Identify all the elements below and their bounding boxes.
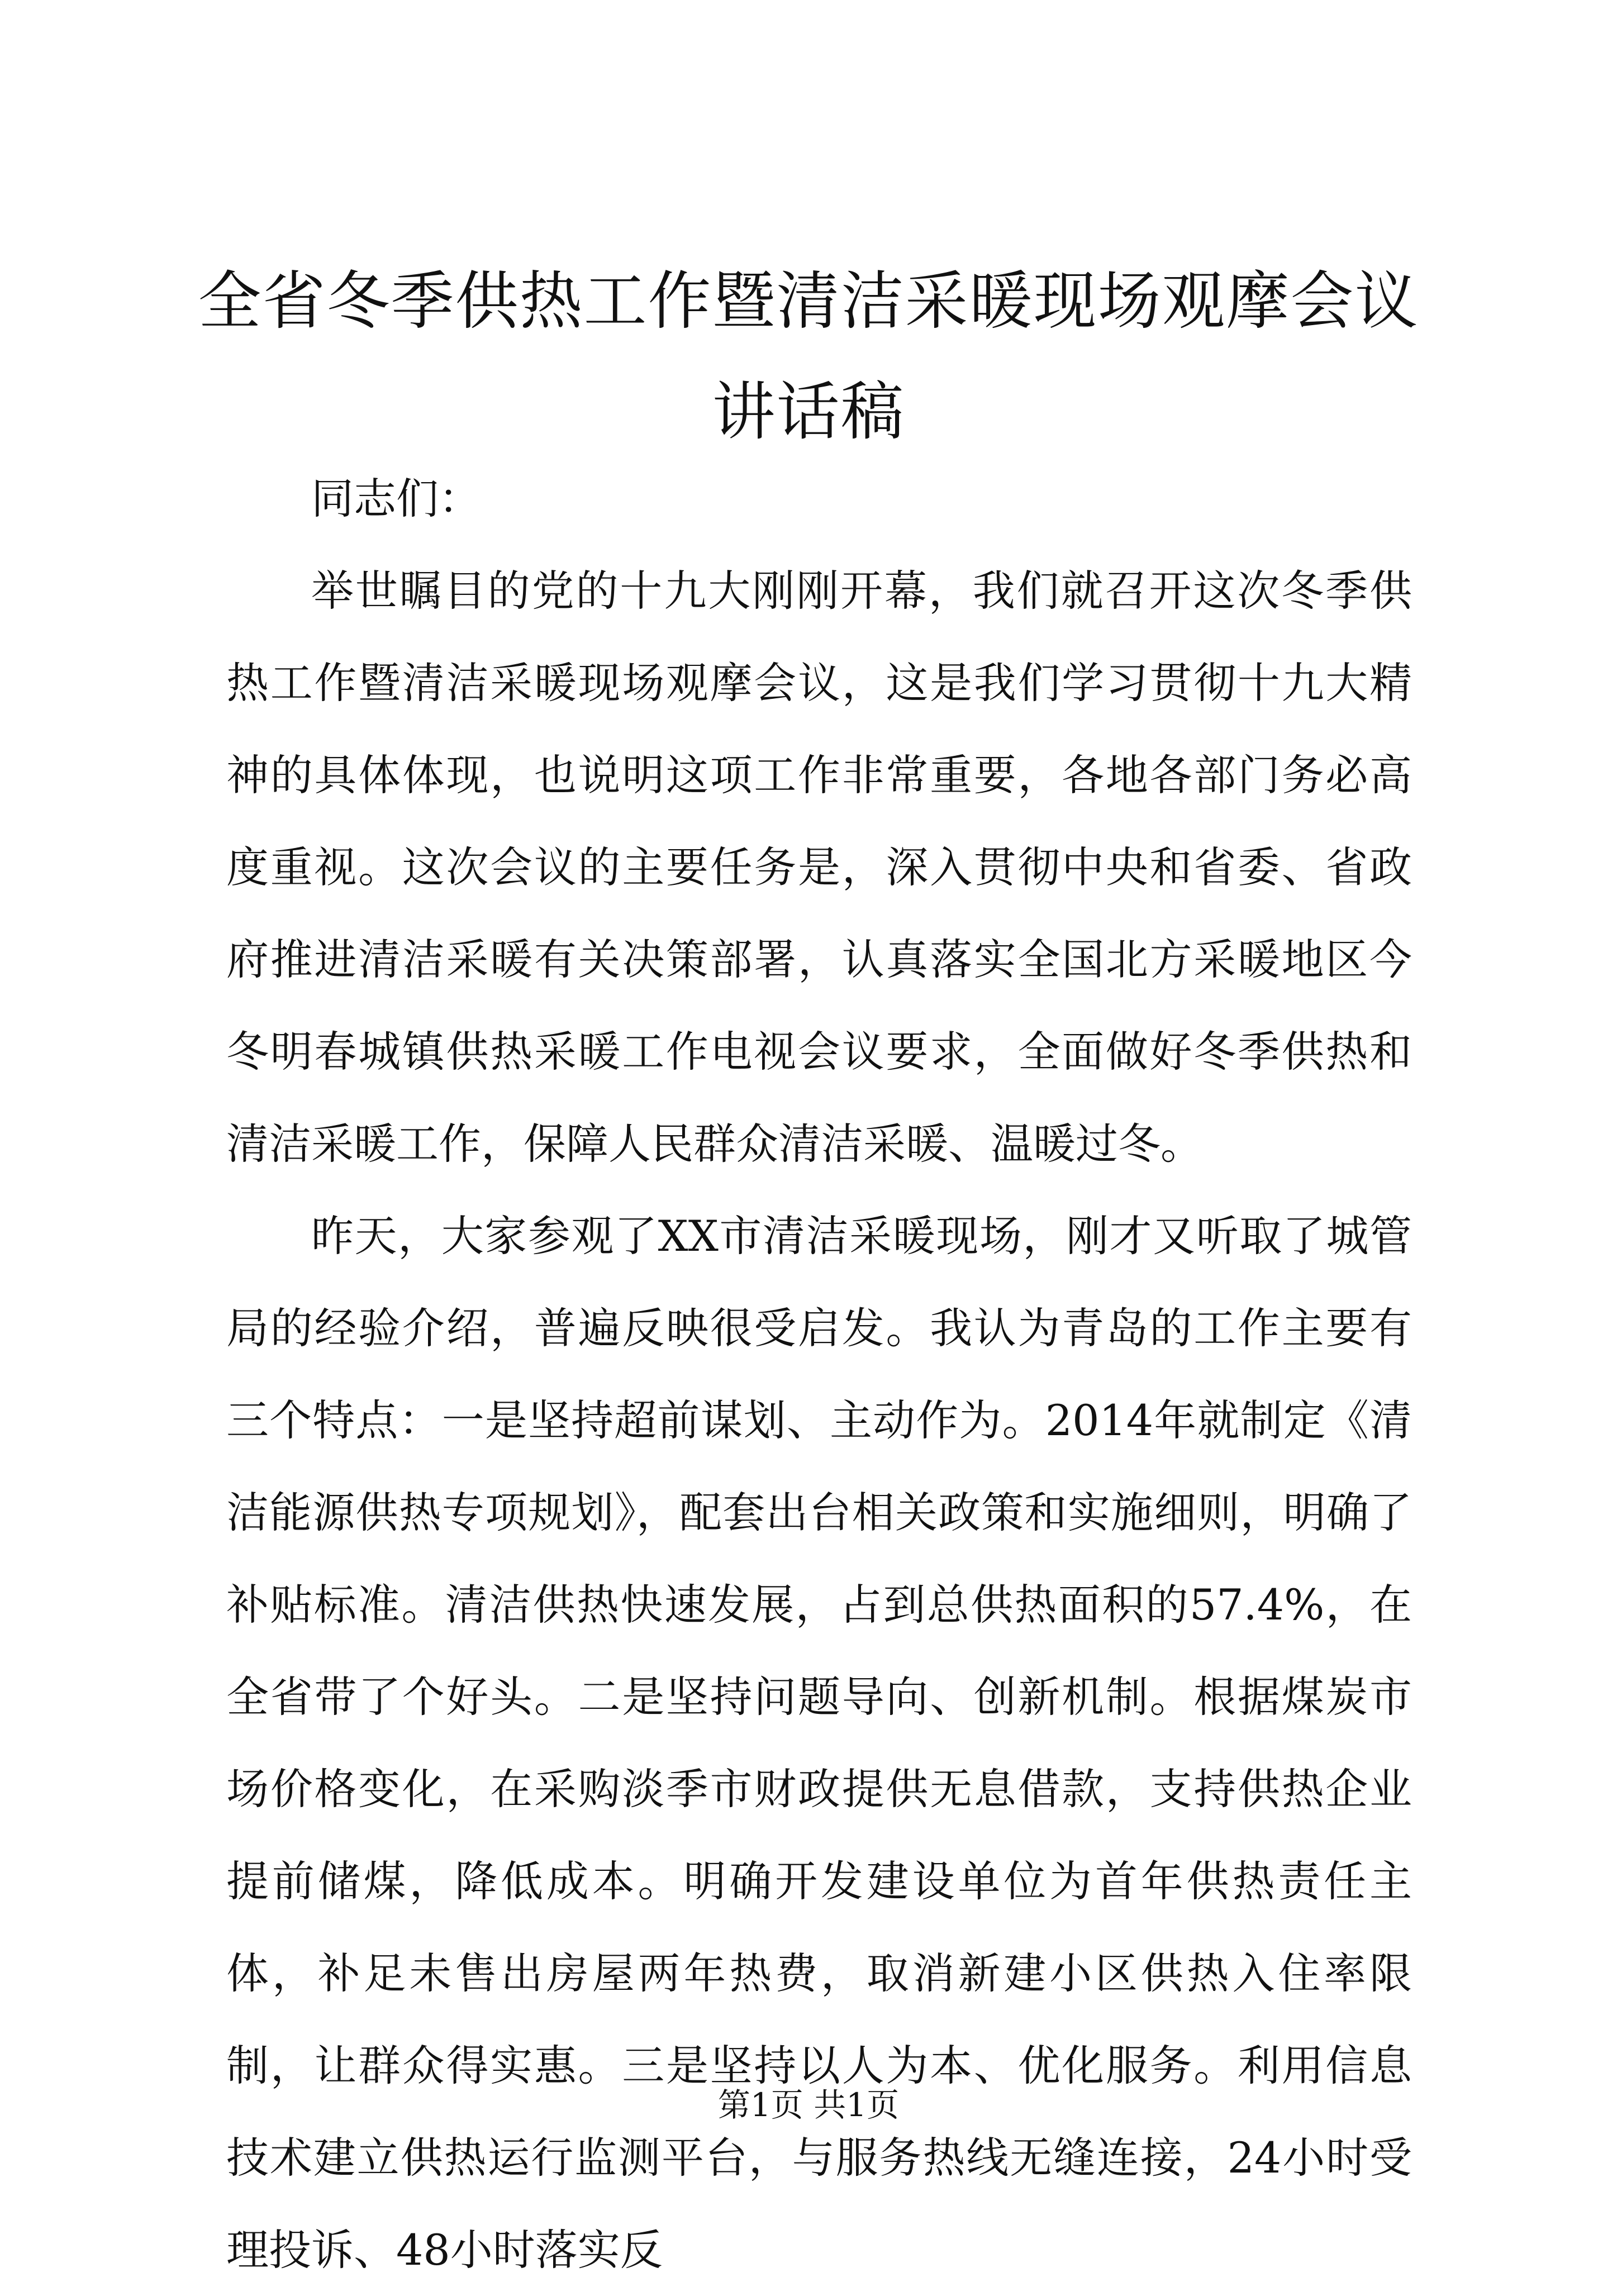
- document-title: 全省冬季供热工作暨清洁采暖现场观摩会议讲话稿: [198, 264, 1419, 449]
- document-body: [226, 452, 1412, 2296]
- paragraph-1: 举世瞩目的党的十九大刚刚开幕，我们就召开这次冬季供热工作暨清洁采暖现场观摩会议，这是我们学习贯彻十九大精神的具体体现，也说明这项工作非常重要，各地各部门务必高度重视。这次会议的主要任务是，深入贯彻中央和省委、省政府推进清洁采暖有关决策部署，认真落实全国北方采暖地区今冬明春城镇供热采暖工作电视会议要求，全面做好冬季供热和清洁采暖工作，保障人民群众清洁采暖、温暖过冬。: [226, 566, 1412, 1169]
- salutation: 同志们：: [311, 474, 481, 523]
- page-number-footer: 第1页 共1页: [717, 2086, 900, 2124]
- paragraph-2: 昨天，大家参观了XX市清洁采暖现场，刚才又听取了城管局的经验介绍，普遍反映很受启发。我认为青岛的工作主要有三个特点：一是坚持超前谋划、主动作为。2014年就制定《清洁能源供热专项规划》，配套出台相关政策和实施细则，明确了补贴标准。清洁供热快速发展，占到总供热面积的57.4%，在全省带了个好头。二是坚持问题导向、创新机制。根据煤炭市场价格变化，在采购淡季市财政提供无息借款，支持供热企业提前储煤，降低成本。明确开发建设单位为首年供热责任主体，补足未售出房屋两年热费，取消新建小区供热入住率限制，让群众得实惠。三是坚持以人为本、优化服务。利用信息技术建立供热运行监测平台，与服务热线无缝连接，24小时受理投诉、48小时落实反: [226, 1211, 1412, 2275]
